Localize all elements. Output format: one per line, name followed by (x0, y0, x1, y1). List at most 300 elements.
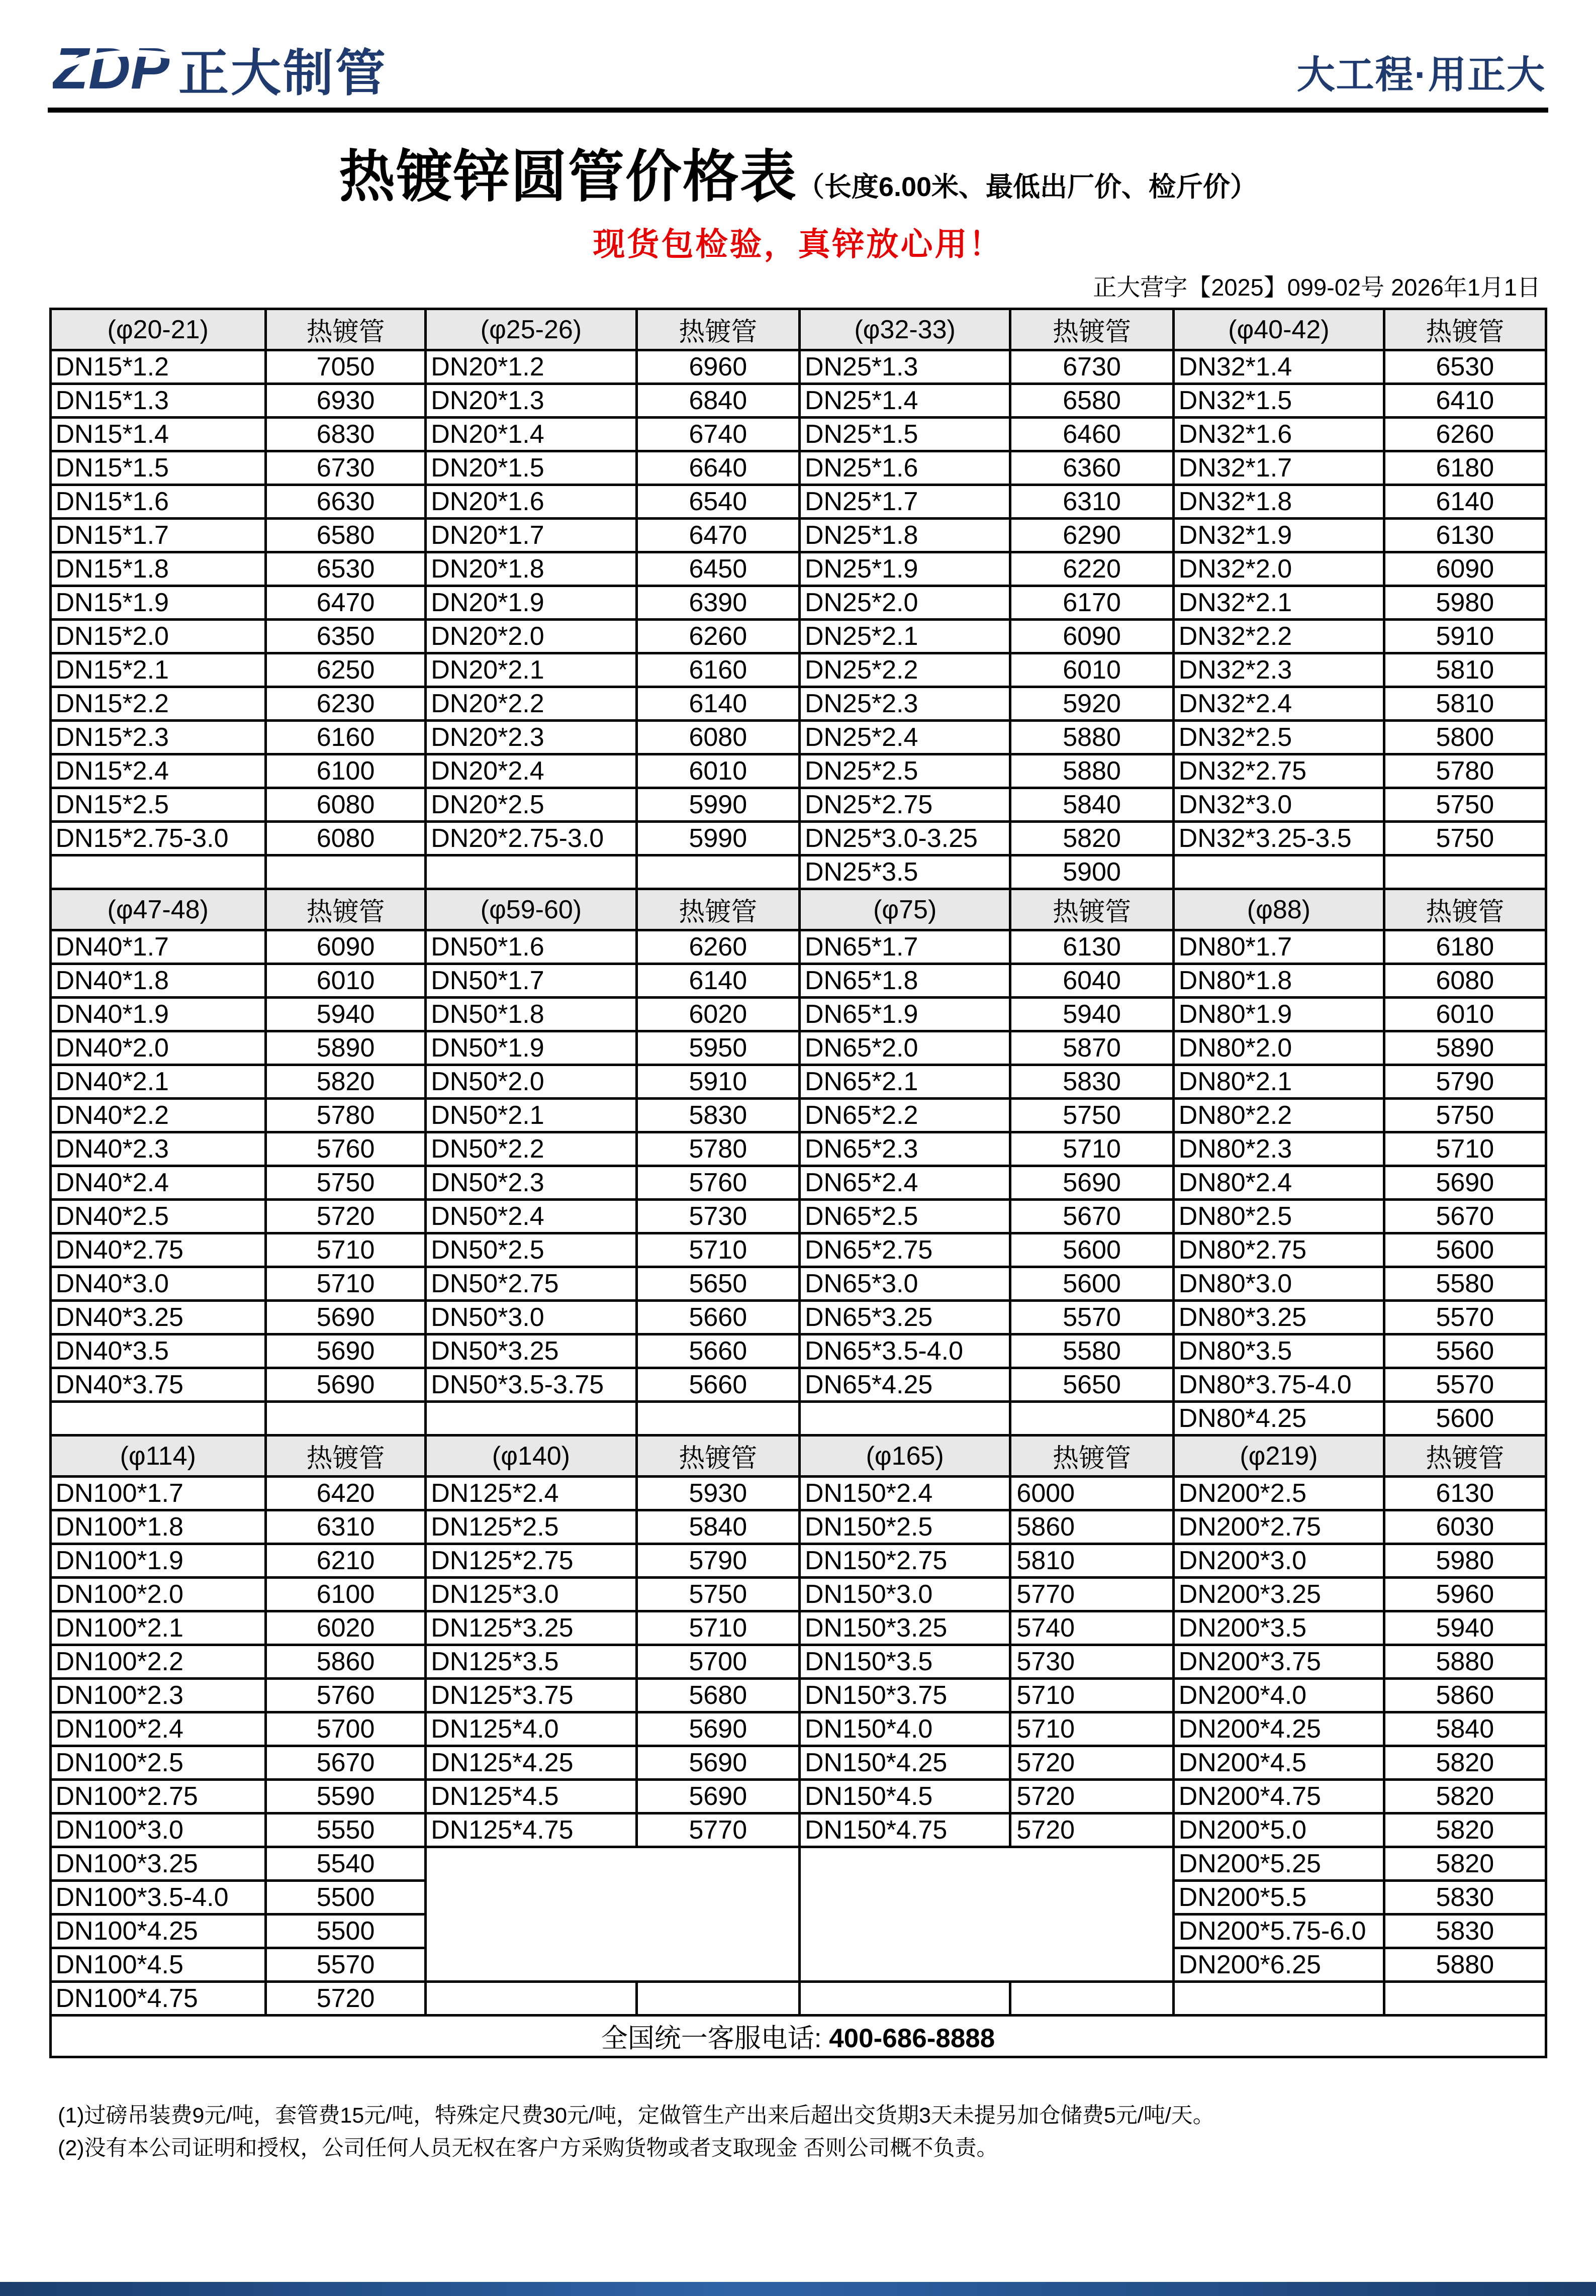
price-cell: 5810 (1384, 687, 1546, 721)
spec-cell: DN25*1.7 (799, 485, 1010, 519)
spec-cell: DN65*1.8 (799, 964, 1010, 998)
spec-cell: DN15*2.5 (50, 788, 265, 822)
price-cell: 5690 (636, 1712, 799, 1746)
spec-cell: DN80*3.75-4.0 (1173, 1368, 1384, 1402)
spec-cell: DN150*4.5 (799, 1780, 1010, 1813)
price-cell: 6090 (1010, 620, 1173, 653)
price-cell: 5600 (1010, 1267, 1173, 1301)
table-row (50, 1477, 1546, 1510)
price-cell: 6130 (1384, 1477, 1546, 1510)
spec-cell: DN15*2.2 (50, 687, 265, 721)
notes (58, 2099, 1596, 2164)
spec-cell: DN125*3.0 (426, 1578, 636, 1611)
header-rule (48, 108, 1548, 113)
table-row (50, 1031, 1546, 1065)
table-row (50, 1679, 1546, 1712)
spec-cell: DN40*2.4 (50, 1166, 265, 1200)
price-cell: 6460 (1010, 418, 1173, 451)
price-cell: 5840 (636, 1510, 799, 1544)
spec-cell: DN20*1.9 (426, 586, 636, 620)
spec-cell: DN80*4.25 (1173, 1402, 1384, 1436)
spec-cell: DN100*4.75 (50, 1982, 265, 2016)
price-cell: 5910 (1384, 620, 1546, 653)
spec-cell: DN32*2.0 (1173, 552, 1384, 586)
price-cell: 6580 (265, 519, 425, 552)
header-slogan: 大工程·用正大 (1296, 54, 1546, 97)
spec-cell (50, 1402, 265, 1436)
price-cell: 5990 (636, 822, 799, 855)
price-cell: 5660 (636, 1368, 799, 1402)
spec-cell: DN40*3.25 (50, 1301, 265, 1334)
spec-cell: DN25*2.0 (799, 586, 1010, 620)
price-cell: 5540 (265, 1847, 425, 1881)
price-cell (1010, 1982, 1173, 2016)
spec-cell: DN80*1.9 (1173, 998, 1384, 1031)
spec-cell: DN40*2.5 (50, 1200, 265, 1233)
price-cell: 6080 (265, 788, 425, 822)
spec-cell: DN100*2.4 (50, 1712, 265, 1746)
price-cell: 5840 (1010, 788, 1173, 822)
price-cell: 5720 (1010, 1780, 1173, 1813)
price-cell: 5740 (1010, 1611, 1173, 1645)
spec-cell: DN80*2.75 (1173, 1233, 1384, 1267)
price-cell: 6130 (1010, 930, 1173, 964)
title-main: 热镀锌圆管价格表 (338, 145, 797, 208)
table-row (50, 519, 1546, 552)
price-cell: 5730 (636, 1200, 799, 1233)
spec-cell: DN40*1.8 (50, 964, 265, 998)
price-cell: 5690 (1384, 1166, 1546, 1200)
price-cell: 5720 (265, 1200, 425, 1233)
spec-cell: DN32*2.2 (1173, 620, 1384, 653)
spec-cell: DN32*2.75 (1173, 754, 1384, 788)
price-cell: 5750 (636, 1578, 799, 1611)
price-cell: 5590 (265, 1780, 425, 1813)
column-header-cell: (φ25-26) (426, 309, 636, 350)
spec-cell: DN80*1.8 (1173, 964, 1384, 998)
spec-cell: DN65*2.2 (799, 1099, 1010, 1132)
price-cell: 6730 (265, 451, 425, 485)
spec-cell: DN80*2.4 (1173, 1166, 1384, 1200)
spec-cell: DN25*2.5 (799, 754, 1010, 788)
table-row (50, 485, 1546, 519)
price-cell: 5790 (636, 1544, 799, 1578)
price-cell: 5670 (1384, 1200, 1546, 1233)
price-cell: 5600 (1384, 1402, 1546, 1436)
title-qualifier: （长度6.00米、最低出厂价、检斤价） (797, 172, 1258, 202)
price-cell: 5670 (1010, 1200, 1173, 1233)
spec-cell: DN25*1.4 (799, 384, 1010, 418)
price-cell: 5710 (1010, 1679, 1173, 1712)
table-row (50, 1132, 1546, 1166)
column-header-cell: (φ114) (50, 1436, 265, 1477)
price-cell (1384, 1982, 1546, 2016)
column-header-cell: (φ88) (1173, 889, 1384, 930)
company-logo (53, 39, 388, 102)
price-cell: 5750 (1384, 788, 1546, 822)
spec-cell: DN65*2.5 (799, 1200, 1010, 1233)
spec-cell: DN50*3.0 (426, 1301, 636, 1334)
price-cell (636, 1982, 799, 2016)
price-cell: 6140 (1384, 485, 1546, 519)
spec-cell: DN15*2.4 (50, 754, 265, 788)
price-cell: 5660 (636, 1334, 799, 1368)
spec-cell: DN25*1.9 (799, 552, 1010, 586)
spec-cell: DN32*1.8 (1173, 485, 1384, 519)
spec-cell: DN15*2.3 (50, 721, 265, 754)
spec-cell: DN32*1.7 (1173, 451, 1384, 485)
price-cell: 6640 (636, 451, 799, 485)
price-cell: 5650 (636, 1267, 799, 1301)
price-cell: 5690 (265, 1301, 425, 1334)
spec-cell: DN40*2.2 (50, 1099, 265, 1132)
table-row (50, 586, 1546, 620)
price-cell: 6290 (1010, 519, 1173, 552)
spec-cell: DN15*2.1 (50, 653, 265, 687)
spec-cell: DN32*1.9 (1173, 519, 1384, 552)
price-cell: 5720 (1010, 1813, 1173, 1847)
price-cell: 5600 (1010, 1233, 1173, 1267)
spec-cell: DN200*4.5 (1173, 1746, 1384, 1780)
table-row (50, 855, 1546, 889)
spec-cell: DN150*3.75 (799, 1679, 1010, 1712)
price-cell: 5890 (265, 1031, 425, 1065)
price-cell: 5690 (636, 1746, 799, 1780)
price-cell: 5950 (636, 1031, 799, 1065)
spec-cell: DN20*2.1 (426, 653, 636, 687)
spec-cell: DN200*5.25 (1173, 1847, 1384, 1881)
spec-cell: DN15*1.9 (50, 586, 265, 620)
spec-cell: DN50*1.8 (426, 998, 636, 1031)
spec-cell: DN50*2.0 (426, 1065, 636, 1099)
spec-cell: DN200*4.75 (1173, 1780, 1384, 1813)
price-cell: 6080 (636, 721, 799, 754)
price-cell: 6830 (265, 418, 425, 451)
price-cell (636, 1402, 799, 1436)
table-row (50, 552, 1546, 586)
price-cell: 5880 (1384, 1948, 1546, 1982)
spec-cell: DN100*1.9 (50, 1544, 265, 1578)
spec-cell: DN50*2.2 (426, 1132, 636, 1166)
spec-cell: DN65*2.75 (799, 1233, 1010, 1267)
spec-cell: DN40*2.3 (50, 1132, 265, 1166)
table-row (50, 721, 1546, 754)
column-header-cell: 热镀管 (265, 1436, 425, 1477)
table-row (50, 1645, 1546, 1679)
price-cell: 5820 (265, 1065, 425, 1099)
price-cell: 6080 (1384, 964, 1546, 998)
spec-cell: DN20*1.8 (426, 552, 636, 586)
price-cell: 6630 (265, 485, 425, 519)
price-cell: 5760 (636, 1166, 799, 1200)
price-cell: 6020 (636, 998, 799, 1031)
spec-cell: DN100*2.75 (50, 1780, 265, 1813)
price-cell: 6250 (265, 653, 425, 687)
spec-cell: DN50*2.3 (426, 1166, 636, 1200)
spec-cell: DN15*1.7 (50, 519, 265, 552)
spec-cell: DN32*3.0 (1173, 788, 1384, 822)
column-header-cell: (φ32-33) (799, 309, 1010, 350)
spec-cell: DN20*2.2 (426, 687, 636, 721)
table-row (50, 1065, 1546, 1099)
price-cell: 5570 (1384, 1368, 1546, 1402)
table-row (50, 1510, 1546, 1544)
spec-cell: DN125*4.75 (426, 1813, 636, 1847)
price-cell: 5940 (1010, 998, 1173, 1031)
spec-cell: DN200*4.25 (1173, 1712, 1384, 1746)
price-cell: 5730 (1010, 1645, 1173, 1679)
table-row (50, 788, 1546, 822)
price-cell: 6840 (636, 384, 799, 418)
table-row (50, 653, 1546, 687)
page-header (53, 39, 1546, 102)
spec-cell: DN100*1.7 (50, 1477, 265, 1510)
spec-cell: DN150*2.5 (799, 1510, 1010, 1544)
price-cell: 5940 (1384, 1611, 1546, 1645)
spec-cell: DN15*1.5 (50, 451, 265, 485)
spec-cell: DN50*2.4 (426, 1200, 636, 1233)
price-cell: 5720 (1010, 1746, 1173, 1780)
svg-text:ZDP: ZDP (53, 39, 169, 99)
spec-cell: DN40*1.7 (50, 930, 265, 964)
spec-cell: DN25*3.5 (799, 855, 1010, 889)
spec-cell: DN50*1.6 (426, 930, 636, 964)
customer-service-cell (50, 2016, 1546, 2057)
table-row (50, 1611, 1546, 1645)
price-cell: 5600 (1384, 1233, 1546, 1267)
spec-cell: DN100*3.25 (50, 1847, 265, 1881)
price-cell: 5760 (265, 1679, 425, 1712)
spec-cell: DN40*3.5 (50, 1334, 265, 1368)
spec-cell: DN65*3.5-4.0 (799, 1334, 1010, 1368)
spec-cell: DN200*6.25 (1173, 1948, 1384, 1982)
spec-cell: DN100*2.2 (50, 1645, 265, 1679)
column-header-cell: 热镀管 (1010, 889, 1173, 930)
table-row (50, 930, 1546, 964)
price-cell: 5830 (1384, 1915, 1546, 1948)
spec-cell: DN50*2.5 (426, 1233, 636, 1267)
price-cell: 5830 (1010, 1065, 1173, 1099)
spec-cell: DN40*2.1 (50, 1065, 265, 1099)
price-cell: 5750 (1010, 1099, 1173, 1132)
table-row (50, 1402, 1546, 1436)
spec-cell: DN32*1.5 (1173, 384, 1384, 418)
spec-cell: DN100*2.5 (50, 1746, 265, 1780)
spec-cell: DN32*3.25-3.5 (1173, 822, 1384, 855)
section-header-row (50, 889, 1546, 930)
price-cell: 6230 (265, 687, 425, 721)
price-cell: 5650 (1010, 1368, 1173, 1402)
spec-cell: DN200*3.0 (1173, 1544, 1384, 1578)
page (0, 39, 1596, 2296)
table-row (50, 1544, 1546, 1578)
price-cell: 5750 (1384, 1099, 1546, 1132)
price-cell: 5710 (265, 1233, 425, 1267)
price-cell: 6140 (636, 687, 799, 721)
price-cell: 5890 (1384, 1031, 1546, 1065)
spec-cell: DN80*2.0 (1173, 1031, 1384, 1065)
spec-cell: DN125*2.5 (426, 1510, 636, 1544)
price-cell: 6130 (1384, 519, 1546, 552)
price-cell: 6090 (265, 930, 425, 964)
spec-cell: DN25*2.3 (799, 687, 1010, 721)
spec-cell: DN25*1.3 (799, 350, 1010, 384)
customer-service-phone: 400-686-8888 (829, 2024, 995, 2053)
spec-cell: DN25*1.8 (799, 519, 1010, 552)
spec-cell: DN200*4.0 (1173, 1679, 1384, 1712)
price-cell (636, 855, 799, 889)
table-row (50, 350, 1546, 384)
price-cell: 5580 (1010, 1334, 1173, 1368)
price-cell: 6350 (265, 620, 425, 653)
spec-cell: DN15*1.3 (50, 384, 265, 418)
table-row (50, 620, 1546, 653)
spec-cell: DN65*2.1 (799, 1065, 1010, 1099)
price-cell: 6530 (265, 552, 425, 586)
table-row (50, 687, 1546, 721)
column-header-cell: (φ20-21) (50, 309, 265, 350)
spec-cell: DN40*2.75 (50, 1233, 265, 1267)
spec-cell: DN15*2.75-3.0 (50, 822, 265, 855)
spec-cell: DN100*2.0 (50, 1578, 265, 1611)
price-cell (1010, 1402, 1173, 1436)
price-cell: 6470 (265, 586, 425, 620)
price-cell: 5940 (265, 998, 425, 1031)
column-header-cell: 热镀管 (636, 309, 799, 350)
spec-cell: DN200*3.75 (1173, 1645, 1384, 1679)
price-cell: 5800 (1384, 721, 1546, 754)
price-cell: 5710 (265, 1267, 425, 1301)
table-row (50, 418, 1546, 451)
price-cell: 6010 (1384, 998, 1546, 1031)
page-title (0, 132, 1596, 213)
spec-cell: DN65*1.9 (799, 998, 1010, 1031)
column-header-cell: 热镀管 (636, 1436, 799, 1477)
spec-cell: DN200*3.5 (1173, 1611, 1384, 1645)
spec-cell: DN32*2.3 (1173, 653, 1384, 687)
price-cell: 5770 (1010, 1578, 1173, 1611)
price-cell (265, 1402, 425, 1436)
price-cell: 5690 (636, 1780, 799, 1813)
price-cell: 5820 (1384, 1847, 1546, 1881)
price-cell: 6030 (1384, 1510, 1546, 1544)
price-cell (1384, 855, 1546, 889)
table-row (50, 1847, 1546, 1881)
spec-cell: DN200*2.75 (1173, 1510, 1384, 1544)
price-cell: 5980 (1384, 1544, 1546, 1578)
spec-cell: DN100*4.25 (50, 1915, 265, 1948)
price-cell: 5710 (636, 1233, 799, 1267)
spec-cell: DN20*2.75-3.0 (426, 822, 636, 855)
section-header-row (50, 309, 1546, 350)
price-cell: 6310 (1010, 485, 1173, 519)
spec-cell: DN20*1.6 (426, 485, 636, 519)
column-header-cell: (φ47-48) (50, 889, 265, 930)
spec-cell: DN20*1.7 (426, 519, 636, 552)
price-cell: 5570 (1010, 1301, 1173, 1334)
spec-cell: DN100*2.1 (50, 1611, 265, 1645)
price-cell: 6160 (636, 653, 799, 687)
spec-cell: DN125*3.75 (426, 1679, 636, 1712)
spec-cell: DN125*3.25 (426, 1611, 636, 1645)
price-cell: 5660 (636, 1301, 799, 1334)
spec-cell: DN20*1.3 (426, 384, 636, 418)
column-header-cell: (φ59-60) (426, 889, 636, 930)
spec-cell (50, 855, 265, 889)
spec-cell: DN25*2.75 (799, 788, 1010, 822)
price-cell: 5820 (1010, 822, 1173, 855)
price-cell: 6260 (1384, 418, 1546, 451)
price-cell: 7050 (265, 350, 425, 384)
spec-cell: DN20*2.3 (426, 721, 636, 754)
table-row (50, 964, 1546, 998)
spec-cell: DN40*1.9 (50, 998, 265, 1031)
spec-cell: DN20*1.4 (426, 418, 636, 451)
price-cell: 6960 (636, 350, 799, 384)
spec-cell: DN80*3.0 (1173, 1267, 1384, 1301)
spec-cell: DN32*1.4 (1173, 350, 1384, 384)
column-header-cell: 热镀管 (1010, 309, 1173, 350)
spec-cell: DN65*3.25 (799, 1301, 1010, 1334)
price-cell: 5570 (1384, 1301, 1546, 1334)
price-cell: 5820 (1384, 1813, 1546, 1847)
price-cell: 5840 (1384, 1712, 1546, 1746)
price-cell: 5570 (265, 1948, 425, 1982)
price-cell: 5750 (265, 1166, 425, 1200)
price-cell: 6010 (1010, 653, 1173, 687)
price-cell: 5580 (1384, 1267, 1546, 1301)
spec-cell: DN25*2.4 (799, 721, 1010, 754)
table-row (50, 998, 1546, 1031)
price-cell: 6360 (1010, 451, 1173, 485)
note-line-2: (2)没有本公司证明和授权，公司任何人员无权在客户方采购货物或者支取现金 否则公司概不负责。 (58, 2136, 998, 2160)
spec-cell: DN200*5.0 (1173, 1813, 1384, 1847)
price-cell: 5690 (1010, 1166, 1173, 1200)
price-cell: 6540 (636, 485, 799, 519)
spec-cell: DN100*3.0 (50, 1813, 265, 1847)
spec-cell: DN100*1.8 (50, 1510, 265, 1544)
spec-cell (799, 1982, 1010, 2016)
spec-cell: DN200*5.5 (1173, 1881, 1384, 1915)
spec-cell: DN100*3.5-4.0 (50, 1881, 265, 1915)
price-cell: 6260 (636, 620, 799, 653)
column-header-cell: 热镀管 (1384, 1436, 1546, 1477)
spec-cell (799, 1402, 1010, 1436)
table-row (50, 822, 1546, 855)
price-cell: 5860 (265, 1645, 425, 1679)
price-cell: 6140 (636, 964, 799, 998)
spec-cell: DN150*4.75 (799, 1813, 1010, 1847)
table-row (50, 384, 1546, 418)
zdp-logo-icon (53, 39, 178, 99)
price-cell: 6090 (1384, 552, 1546, 586)
table-row (50, 1813, 1546, 1847)
price-cell: 5980 (1384, 586, 1546, 620)
price-cell: 5790 (1384, 1065, 1546, 1099)
spec-cell: DN125*4.0 (426, 1712, 636, 1746)
price-cell: 5720 (265, 1982, 425, 2016)
spec-cell (426, 1402, 636, 1436)
spec-cell: DN50*1.7 (426, 964, 636, 998)
doc-number: 正大营字【2025】099-02号 2026年1月1日 (1093, 274, 1541, 301)
spec-cell: DN150*2.75 (799, 1544, 1010, 1578)
price-cell: 5700 (265, 1712, 425, 1746)
spec-cell: DN15*1.8 (50, 552, 265, 586)
spec-cell: DN50*1.9 (426, 1031, 636, 1065)
spec-cell: DN150*2.4 (799, 1477, 1010, 1510)
spec-cell: DN150*3.5 (799, 1645, 1010, 1679)
price-cell: 6100 (265, 1578, 425, 1611)
